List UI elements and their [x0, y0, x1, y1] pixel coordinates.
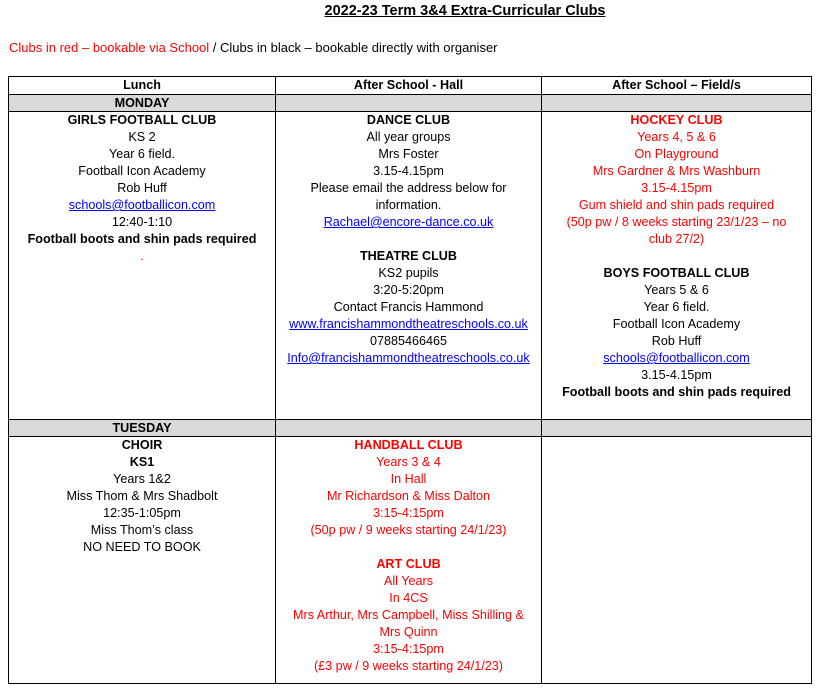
club-name: DANCE CLUB	[366, 113, 451, 127]
club-detail: Football Icon Academy	[78, 164, 206, 178]
club-detail: (50p pw / 9 weeks starting 24/1/23)	[310, 523, 507, 537]
tuesday-day-row	[9, 420, 812, 437]
club-detail: (50p pw / 8 weeks starting 23/1/23 – no	[566, 215, 787, 229]
club-requirement: Football boots and shin pads required	[562, 385, 791, 399]
club-detail: 3.15-4.15pm	[641, 181, 712, 195]
club-detail: In Hall	[390, 472, 427, 486]
monday-day-row	[9, 95, 812, 112]
email-link[interactable]: Rachael@encore-dance.co.uk	[323, 215, 494, 229]
club-name: HANDBALL CLUB	[354, 438, 463, 452]
website-link[interactable]: www.francishammondtheatreschools.co.uk	[289, 317, 528, 331]
club-detail: 3:20-5:20pm	[373, 283, 444, 297]
booking-legend	[9, 40, 498, 55]
table-header-row	[9, 77, 812, 95]
clubs-table	[8, 76, 812, 684]
club-detail: Mr Richardson & Miss Dalton	[326, 489, 491, 503]
club-detail: 3:15-4:15pm	[373, 506, 444, 520]
club-detail: Gum shield and shin pads required	[578, 198, 775, 212]
club-detail: In 4CS	[389, 591, 428, 605]
club-name: THEATRE CLUB	[359, 249, 457, 263]
club-time: 3.15-4.15pm	[641, 368, 712, 382]
theatre-club	[278, 248, 539, 367]
day-label-monday: MONDAY	[9, 95, 276, 112]
tuesday-field-cell	[542, 437, 812, 684]
club-detail: Mrs Foster	[378, 147, 439, 161]
club-requirement: Football boots and shin pads required	[27, 232, 257, 246]
monday-lunch-cell	[9, 112, 276, 420]
club-detail: Year 6 field.	[108, 147, 176, 161]
club-detail: Year 6 field.	[643, 300, 710, 314]
club-name: ART CLUB	[376, 557, 441, 571]
stray-dot: .	[140, 249, 144, 263]
header-after-school-hall: After School - Hall	[276, 77, 542, 95]
choir-club	[11, 437, 273, 556]
club-detail: Years 1&2	[113, 472, 171, 486]
club-detail: Football Icon Academy	[612, 317, 741, 331]
club-name: CHOIR	[121, 438, 163, 452]
page-title: 2022-23 Term 3&4 Extra-Curricular Clubs	[324, 3, 606, 19]
club-detail: All Years	[383, 574, 433, 588]
club-detail: KS 2	[128, 130, 156, 144]
header-lunch: Lunch	[9, 77, 276, 95]
club-detail: Contact Francis Hammond	[333, 300, 484, 314]
email-link[interactable]: schools@footballicon.com	[603, 351, 750, 365]
club-detail: Miss Thom’s class	[90, 523, 194, 537]
club-detail: 3:15-4:15pm	[373, 642, 444, 656]
girls-football-club	[11, 112, 273, 265]
club-detail: 3.15-4.15pm	[373, 164, 444, 178]
tuesday-clubs-row	[9, 437, 812, 684]
club-detail: NO NEED TO BOOK	[83, 540, 201, 554]
club-time: 12:40-1:10	[111, 215, 173, 229]
club-detail: Mrs Quinn	[379, 625, 438, 639]
legend-school-bookable: Clubs in red – bookable via School	[9, 40, 210, 55]
handball-club	[278, 437, 539, 539]
club-detail: Rob Huff	[651, 334, 702, 348]
club-detail: Mrs Arthur, Mrs Campbell, Miss Shilling &	[293, 608, 524, 622]
hockey-club	[544, 112, 809, 248]
club-name: BOYS FOOTBALL CLUB	[603, 266, 750, 280]
email-link[interactable]: schools@footballicon.com	[68, 198, 216, 212]
club-stage: KS1	[129, 455, 155, 469]
club-detail: Rob Huff	[117, 181, 167, 195]
club-detail: On Playground	[634, 147, 719, 161]
club-detail: Miss Thom & Mrs Shadbolt	[66, 489, 218, 503]
monday-hall-cell	[276, 112, 542, 420]
club-phone: 07885466465	[369, 334, 448, 348]
club-detail: Years 3 & 4	[376, 455, 441, 469]
header-after-school-field: After School – Field/s	[542, 77, 812, 95]
club-detail: club 27/2)	[648, 232, 705, 246]
email-link[interactable]: Info@francishammondtheatreschools.co.uk	[287, 351, 530, 365]
monday-clubs-row	[9, 112, 812, 420]
club-detail: (£3 pw / 9 weeks starting 24/1/23)	[313, 659, 503, 673]
club-detail: Years 4, 5 & 6	[637, 130, 716, 144]
club-detail: Mrs Gardner & Mrs Washburn	[592, 164, 761, 178]
legend-organiser-bookable: / Clubs in black – bookable directly with organiser	[209, 40, 498, 55]
tuesday-hall-cell	[276, 437, 542, 684]
club-detail: Years 5 & 6	[644, 283, 709, 297]
boys-football-club	[544, 265, 809, 401]
club-detail: All year groups	[366, 130, 451, 144]
club-name: GIRLS FOOTBALL CLUB	[67, 113, 217, 127]
dance-club	[278, 112, 539, 231]
tuesday-lunch-cell	[9, 437, 276, 684]
club-detail: 12:35-1:05pm	[103, 506, 181, 520]
art-club	[278, 556, 539, 675]
club-detail: KS2 pupils	[378, 266, 439, 280]
club-detail: Please email the address below for	[310, 181, 507, 195]
monday-field-cell	[542, 112, 812, 420]
club-name: HOCKEY CLUB	[630, 113, 723, 127]
day-label-tuesday: TUESDAY	[9, 420, 276, 437]
club-detail: information.	[375, 198, 442, 212]
